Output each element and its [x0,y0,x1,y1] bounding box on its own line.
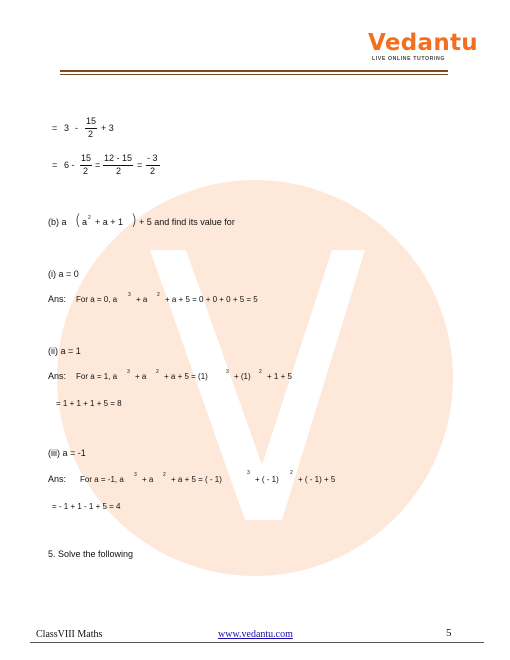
answer-text: + (1) [234,372,251,381]
fraction-denominator: 2 [150,166,156,176]
logo-tagline: LIVE ONLINE TUTORING [372,56,446,62]
header-rule-thick [60,70,448,72]
exponent: 3 [128,292,131,298]
equals-sign: = [137,160,143,170]
header-rule-thin [60,74,448,75]
fraction-denominator: 2 [116,166,122,176]
term: + 3 [101,123,114,133]
exponent: 2 [88,215,91,221]
equals-sign: = [95,160,101,170]
answer-text: + a [136,295,148,304]
fraction-denominator: 2 [88,129,94,139]
answer-text: For a = 1, a [76,372,118,381]
exponent: 2 [157,292,160,298]
vedantu-logo [368,30,478,62]
term: 6 - [64,160,75,170]
question-5-heading: 5. Solve the following [48,549,134,559]
case-label: (ii) a = 1 [48,346,81,356]
part-b-prefix: (b) a [48,217,67,227]
exponent: 3 [247,470,250,476]
equals-sign: = [52,123,58,133]
answer-text: + ( - 1) [255,475,279,484]
answer-text: + a + 5 = 0 + 0 + 0 + 5 = 5 [165,295,258,304]
left-paren: ( [75,211,81,229]
answer-text: For a = -1, a [80,475,124,484]
logo-wordmark: Vedantu [368,30,478,56]
page-number: 5 [446,627,452,639]
fraction-numerator: 15 [86,116,97,126]
answer-text: + ( - 1) + 5 [298,475,336,484]
answer-line-2: = 1 + 1 + 1 + 5 = 8 [56,399,122,408]
minus-sign: - [75,123,78,133]
exponent: 3 [134,472,137,478]
answer-label: Ans: [48,474,67,484]
answer-line-2: = - 1 + 1 - 1 + 5 = 4 [52,502,121,511]
term: 3 [64,123,70,133]
exponent: 3 [127,369,130,375]
fraction-numerator: 12 - 15 [104,153,133,163]
term: + a + 1 [95,217,124,227]
exponent: 3 [226,369,229,375]
fraction-numerator: 15 [81,153,92,163]
part-b-suffix: + 5 and find its value for [139,217,235,227]
case-label: (i) a = 0 [48,269,79,279]
answer-text: + a [135,372,147,381]
case-label: (iii) a = -1 [48,448,86,458]
answer-text: + a [142,475,154,484]
answer-text: + 1 + 5 [267,372,292,381]
footer-rule [30,642,484,643]
exponent: 2 [163,472,166,478]
answer-text: For a = 0, a [76,295,118,304]
footer-website-link[interactable]: www.vedantu.com [218,629,293,640]
answer-text: + a + 5 = ( - 1) [171,475,222,484]
footer-class-label: ClassVIII Maths [36,629,103,640]
equals-sign: = [52,160,58,170]
answer-text: + a + 5 = (1) [164,372,208,381]
exponent: 2 [259,369,262,375]
exponent: 2 [290,470,293,476]
answer-label: Ans: [48,371,67,381]
term: a [82,217,88,227]
fraction-numerator: - 3 [147,153,158,163]
right-paren: ) [131,211,137,229]
exponent: 2 [156,369,159,375]
answer-label: Ans: [48,294,67,304]
fraction-denominator: 2 [83,166,89,176]
